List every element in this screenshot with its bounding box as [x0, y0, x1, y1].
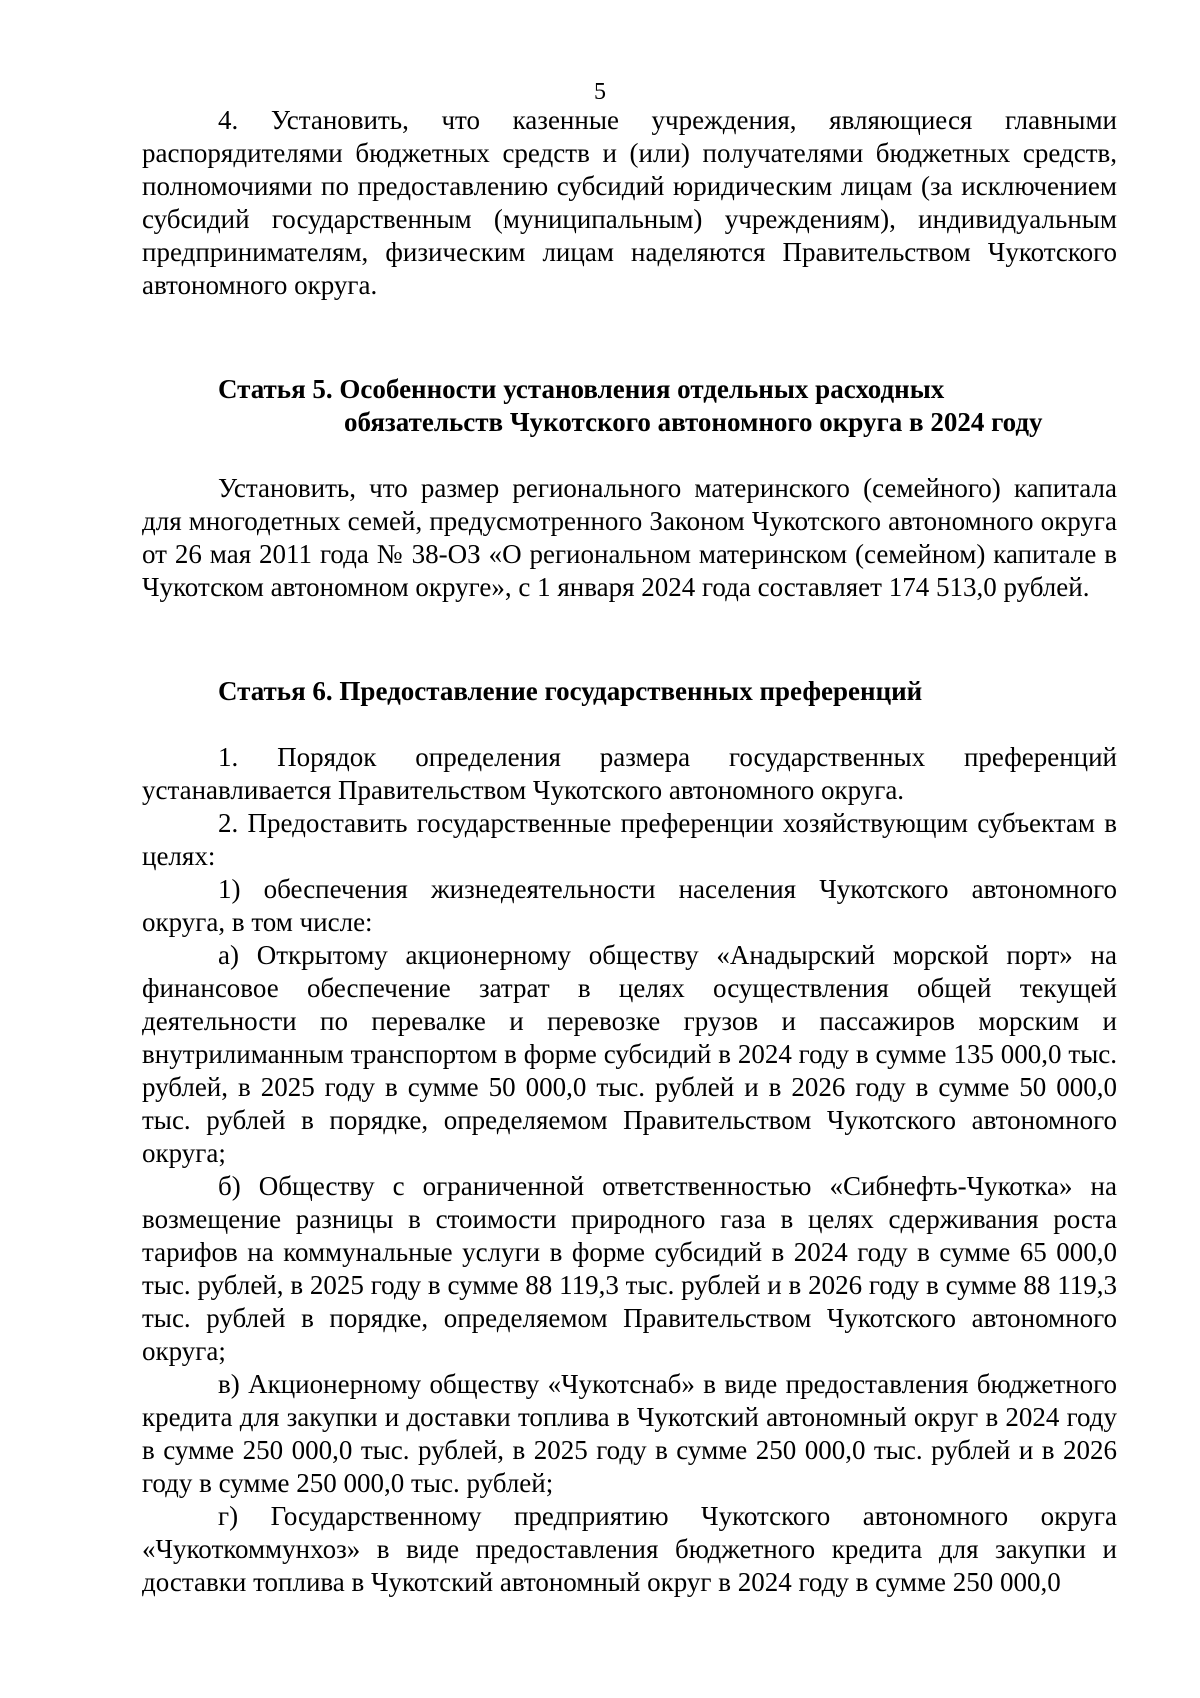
spacer	[142, 708, 1117, 741]
article-5-heading-line1: Статья 5. Особенности установления отдельных расходных	[218, 374, 945, 404]
article-5-text: Установить, что размер регионального материнского (семейного) капитала для многодетных семей, предусмотренного Законом Чукотского автономного округа от 26 мая 2011 года № 38-ОЗ «О региональном материнском (семейном) капитале в Чукотском автономном округе», с 1 января 2024 года составляет 174 513,0 рублей.	[142, 473, 1117, 602]
article-6-subitem-g: г) Государственному предприятию Чукотского автономного округа «Чукоткоммунхоз» в виде предоставления бюджетного кредита для закупки и доставки топлива в Чукотский автономный округ в 2024 году в сумме 250 000,0	[142, 1501, 1117, 1597]
article-6-item-2: 2. Предоставить государственные преференции хозяйствующим субъектам в целях:	[142, 808, 1117, 871]
article-5-heading-line2: обязательств Чукотского автономного округа в 2024 году	[344, 407, 1043, 437]
document-body	[142, 104, 1117, 1599]
page-number: 5	[594, 79, 606, 105]
article-6-subitem-a: а) Открытому акционерному обществу «Анадырский морской порт» на финансовое обеспечение затрат в целях осуществления общей текущей деятельности по перевалке и перевозке грузов и пассажиров морским и внутрилиманным транспортом в форме субсидий в 2024 году в сумме 135 000,0 тыс. рублей, в 2025 году в сумме 50 000,0 тыс. рублей и в 2026 году в сумме 50 000,0 тыс. рублей в порядке, определяемом Правительством Чукотского автономного округа;	[142, 940, 1117, 1168]
spacer	[142, 302, 1117, 373]
article-5-heading	[142, 373, 1117, 439]
clause-4: 4. Установить, что казенные учреждения, являющиеся главными распорядителями бюджетных средств и (или) получателями бюджетных средств, полномочиями по предоставлению субсидий юридическим лицам (за исключением субсидий государственным (муниципальным) учреждениям), индивидуальным предпринимателям, физическим лицам наделяются Правительством Чукотского автономного округа.	[142, 105, 1117, 300]
article-6-subitem-1: 1) обеспечения жизнедеятельности населения Чукотского автономного округа, в том числе:	[142, 874, 1117, 937]
spacer	[142, 439, 1117, 472]
article-6-subitem-v: в) Акционерному обществу «Чукотснаб» в виде предоставления бюджетного кредита для закупки и доставки топлива в Чукотский автономный округ в 2024 году в сумме 250 000,0 тыс. рублей, в 2025 году в сумме 250 000,0 тыс. рублей и в 2026 году в сумме 250 000,0 тыс. рублей;	[142, 1369, 1117, 1498]
article-6-subitem-b: б) Обществу с ограниченной ответственностью «Сибнефть-Чукотка» на возмещение разницы в стоимости природного газа в целях сдерживания роста тарифов на коммунальные услуги в форме субсидий в 2024 году в сумме 65 000,0 тыс. рублей, в 2025 году в сумме 88 119,3 тыс. рублей и в 2026 году в сумме 88 119,3 тыс. рублей в порядке, определяемом Правительством Чукотского автономного округа;	[142, 1171, 1117, 1366]
spacer	[142, 604, 1117, 675]
article-6-item-1: 1. Порядок определения размера государственных преференций устанавливается Правительством Чукотского автономного округа.	[142, 742, 1117, 805]
article-6-heading: Статья 6. Предоставление государственных преференций	[218, 676, 923, 706]
